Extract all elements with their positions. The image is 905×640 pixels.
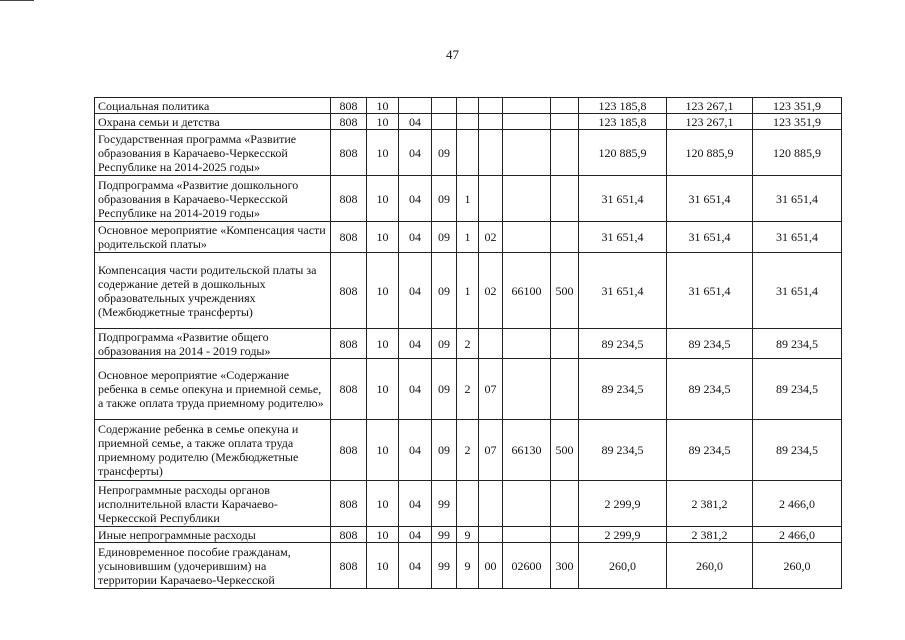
year2-amount-cell: 2 381,2 xyxy=(667,481,753,527)
table-row xyxy=(95,527,842,543)
section-cell: 10 xyxy=(367,329,399,359)
subsection-cell: 04 xyxy=(399,359,432,420)
section-cell: 10 xyxy=(367,359,399,420)
subsection-cell: 04 xyxy=(399,420,432,481)
page-number: 47 xyxy=(446,47,459,62)
top-rule xyxy=(0,0,34,1)
event-cell xyxy=(479,481,503,527)
direction-cell xyxy=(503,176,551,222)
year3-amount-cell: 89 234,5 xyxy=(753,359,842,420)
subsection-cell: 04 xyxy=(399,114,432,130)
subprogram-cell: 2 xyxy=(457,359,479,420)
year2-amount-cell: 2 381,2 xyxy=(667,527,753,543)
expense-type-cell xyxy=(551,98,579,114)
program-cell: 09 xyxy=(432,253,457,329)
admin-code-cell: 808 xyxy=(331,114,367,130)
year1-amount-cell: 2 299,9 xyxy=(579,527,667,543)
expense-type-cell xyxy=(551,527,579,543)
admin-code-cell: 808 xyxy=(331,130,367,176)
year2-amount-cell: 123 267,1 xyxy=(667,98,753,114)
year3-amount-cell: 2 466,0 xyxy=(753,481,842,527)
direction-cell xyxy=(503,222,551,253)
year1-amount-cell: 123 185,8 xyxy=(579,114,667,130)
section-cell: 10 xyxy=(367,527,399,543)
expense-type-cell xyxy=(551,222,579,253)
admin-code-cell: 808 xyxy=(331,222,367,253)
year3-amount-cell: 89 234,5 xyxy=(753,329,842,359)
subsection-cell: 04 xyxy=(399,527,432,543)
year3-amount-cell: 31 651,4 xyxy=(753,222,842,253)
year3-amount-cell: 260,0 xyxy=(753,543,842,589)
year2-amount-cell: 89 234,5 xyxy=(667,420,753,481)
section-cell: 10 xyxy=(367,130,399,176)
event-cell xyxy=(479,329,503,359)
year2-amount-cell: 89 234,5 xyxy=(667,359,753,420)
subprogram-cell: 1 xyxy=(457,222,479,253)
table-body xyxy=(95,98,842,589)
table-row xyxy=(95,481,842,527)
program-cell xyxy=(432,114,457,130)
row-name-cell: Единовременное пособие гражданам, усыновившим (удочерившим) на территории Карачаево-Черкесской xyxy=(95,543,331,589)
section-cell: 10 xyxy=(367,114,399,130)
event-cell: 02 xyxy=(479,253,503,329)
row-name-cell: Непрограммные расходы органов исполнительной власти Карачаево-Черкесской Республики xyxy=(95,481,331,527)
direction-cell: 02600 xyxy=(503,543,551,589)
direction-cell xyxy=(503,98,551,114)
section-cell: 10 xyxy=(367,98,399,114)
section-cell: 10 xyxy=(367,176,399,222)
admin-code-cell: 808 xyxy=(331,98,367,114)
subprogram-cell xyxy=(457,481,479,527)
expense-type-cell: 500 xyxy=(551,253,579,329)
event-cell: 07 xyxy=(479,359,503,420)
subsection-cell: 04 xyxy=(399,130,432,176)
year3-amount-cell: 2 466,0 xyxy=(753,527,842,543)
admin-code-cell: 808 xyxy=(331,481,367,527)
year1-amount-cell: 123 185,8 xyxy=(579,98,667,114)
expense-type-cell: 500 xyxy=(551,420,579,481)
subsection-cell: 04 xyxy=(399,253,432,329)
expense-type-cell xyxy=(551,130,579,176)
year2-amount-cell: 31 651,4 xyxy=(667,222,753,253)
subprogram-cell xyxy=(457,114,479,130)
table-row xyxy=(95,114,842,130)
year1-amount-cell: 31 651,4 xyxy=(579,253,667,329)
row-name-cell: Иные непрограммные расходы xyxy=(95,527,331,543)
row-name-cell: Государственная программа «Развитие образования в Карачаево-Черкесской Республике на 2014-2025 годы» xyxy=(95,130,331,176)
direction-cell xyxy=(503,359,551,420)
year1-amount-cell: 2 299,9 xyxy=(579,481,667,527)
table-row xyxy=(95,359,842,420)
section-cell: 10 xyxy=(367,253,399,329)
year3-amount-cell: 120 885,9 xyxy=(753,130,842,176)
program-cell: 99 xyxy=(432,527,457,543)
year3-amount-cell: 31 651,4 xyxy=(753,253,842,329)
table-row xyxy=(95,176,842,222)
subprogram-cell xyxy=(457,98,479,114)
year1-amount-cell: 260,0 xyxy=(579,543,667,589)
expense-type-cell xyxy=(551,359,579,420)
table-row xyxy=(95,543,842,589)
program-cell: 99 xyxy=(432,543,457,589)
event-cell xyxy=(479,114,503,130)
subprogram-cell: 9 xyxy=(457,527,479,543)
row-name-cell: Охрана семьи и детства xyxy=(95,114,331,130)
expense-type-cell xyxy=(551,329,579,359)
subsection-cell: 04 xyxy=(399,329,432,359)
row-name-cell: Подпрограмма «Развитие дошкольного образования в Карачаево-Черкесской Республике на 2014-2019 годы» xyxy=(95,176,331,222)
subsection-cell: 04 xyxy=(399,481,432,527)
subsection-cell: 04 xyxy=(399,222,432,253)
subprogram-cell: 2 xyxy=(457,420,479,481)
admin-code-cell: 808 xyxy=(331,253,367,329)
table-row xyxy=(95,329,842,359)
subprogram-cell: 1 xyxy=(457,176,479,222)
subprogram-cell: 1 xyxy=(457,253,479,329)
admin-code-cell: 808 xyxy=(331,176,367,222)
expense-type-cell xyxy=(551,114,579,130)
direction-cell: 66130 xyxy=(503,420,551,481)
section-cell: 10 xyxy=(367,222,399,253)
table-row xyxy=(95,98,842,114)
subsection-cell xyxy=(399,98,432,114)
admin-code-cell: 808 xyxy=(331,420,367,481)
program-cell: 09 xyxy=(432,176,457,222)
section-cell: 10 xyxy=(367,481,399,527)
year1-amount-cell: 31 651,4 xyxy=(579,222,667,253)
year3-amount-cell: 123 351,9 xyxy=(753,114,842,130)
subsection-cell: 04 xyxy=(399,543,432,589)
direction-cell xyxy=(503,130,551,176)
table-row xyxy=(95,420,842,481)
year2-amount-cell: 31 651,4 xyxy=(667,253,753,329)
program-cell: 09 xyxy=(432,420,457,481)
program-cell: 09 xyxy=(432,130,457,176)
event-cell xyxy=(479,130,503,176)
year2-amount-cell: 123 267,1 xyxy=(667,114,753,130)
event-cell: 00 xyxy=(479,543,503,589)
direction-cell xyxy=(503,527,551,543)
row-name-cell: Социальная политика xyxy=(95,98,331,114)
row-name-cell: Основное мероприятие «Компенсация части родительской платы» xyxy=(95,222,331,253)
row-name-cell: Основное мероприятие «Содержание ребенка в семье опекуна и приемной семье, а также оплата труда приемному родителю» xyxy=(95,359,331,420)
event-cell xyxy=(479,176,503,222)
event-cell: 07 xyxy=(479,420,503,481)
subsection-cell: 04 xyxy=(399,176,432,222)
table-row xyxy=(95,222,842,253)
direction-cell: 66100 xyxy=(503,253,551,329)
program-cell: 09 xyxy=(432,329,457,359)
program-cell: 99 xyxy=(432,481,457,527)
expense-type-cell xyxy=(551,176,579,222)
direction-cell xyxy=(503,114,551,130)
section-cell: 10 xyxy=(367,543,399,589)
program-cell xyxy=(432,98,457,114)
row-name-cell: Компенсация части родительской платы за содержание детей в дошкольных образовательных учреждениях (Межбюджетные трансферты) xyxy=(95,253,331,329)
budget-table xyxy=(94,97,842,589)
admin-code-cell: 808 xyxy=(331,527,367,543)
year1-amount-cell: 31 651,4 xyxy=(579,176,667,222)
year1-amount-cell: 89 234,5 xyxy=(579,329,667,359)
row-name-cell: Содержание ребенка в семье опекуна и приемной семье, а также оплата труда приемному родителю (Межбюджетные трансферты) xyxy=(95,420,331,481)
year3-amount-cell: 31 651,4 xyxy=(753,176,842,222)
expense-type-cell: 300 xyxy=(551,543,579,589)
admin-code-cell: 808 xyxy=(331,543,367,589)
row-name-cell: Подпрограмма «Развитие общего образования на 2014 - 2019 годы» xyxy=(95,329,331,359)
year2-amount-cell: 120 885,9 xyxy=(667,130,753,176)
table-row xyxy=(95,130,842,176)
section-cell: 10 xyxy=(367,420,399,481)
year2-amount-cell: 260,0 xyxy=(667,543,753,589)
event-cell xyxy=(479,527,503,543)
direction-cell xyxy=(503,481,551,527)
table-row xyxy=(95,253,842,329)
admin-code-cell: 808 xyxy=(331,359,367,420)
admin-code-cell: 808 xyxy=(331,329,367,359)
year1-amount-cell: 120 885,9 xyxy=(579,130,667,176)
subprogram-cell xyxy=(457,130,479,176)
direction-cell xyxy=(503,329,551,359)
year1-amount-cell: 89 234,5 xyxy=(579,359,667,420)
year3-amount-cell: 123 351,9 xyxy=(753,98,842,114)
program-cell: 09 xyxy=(432,359,457,420)
year3-amount-cell: 89 234,5 xyxy=(753,420,842,481)
year2-amount-cell: 31 651,4 xyxy=(667,176,753,222)
event-cell: 02 xyxy=(479,222,503,253)
subprogram-cell: 9 xyxy=(457,543,479,589)
year1-amount-cell: 89 234,5 xyxy=(579,420,667,481)
year2-amount-cell: 89 234,5 xyxy=(667,329,753,359)
program-cell: 09 xyxy=(432,222,457,253)
event-cell xyxy=(479,98,503,114)
expense-type-cell xyxy=(551,481,579,527)
subprogram-cell: 2 xyxy=(457,329,479,359)
